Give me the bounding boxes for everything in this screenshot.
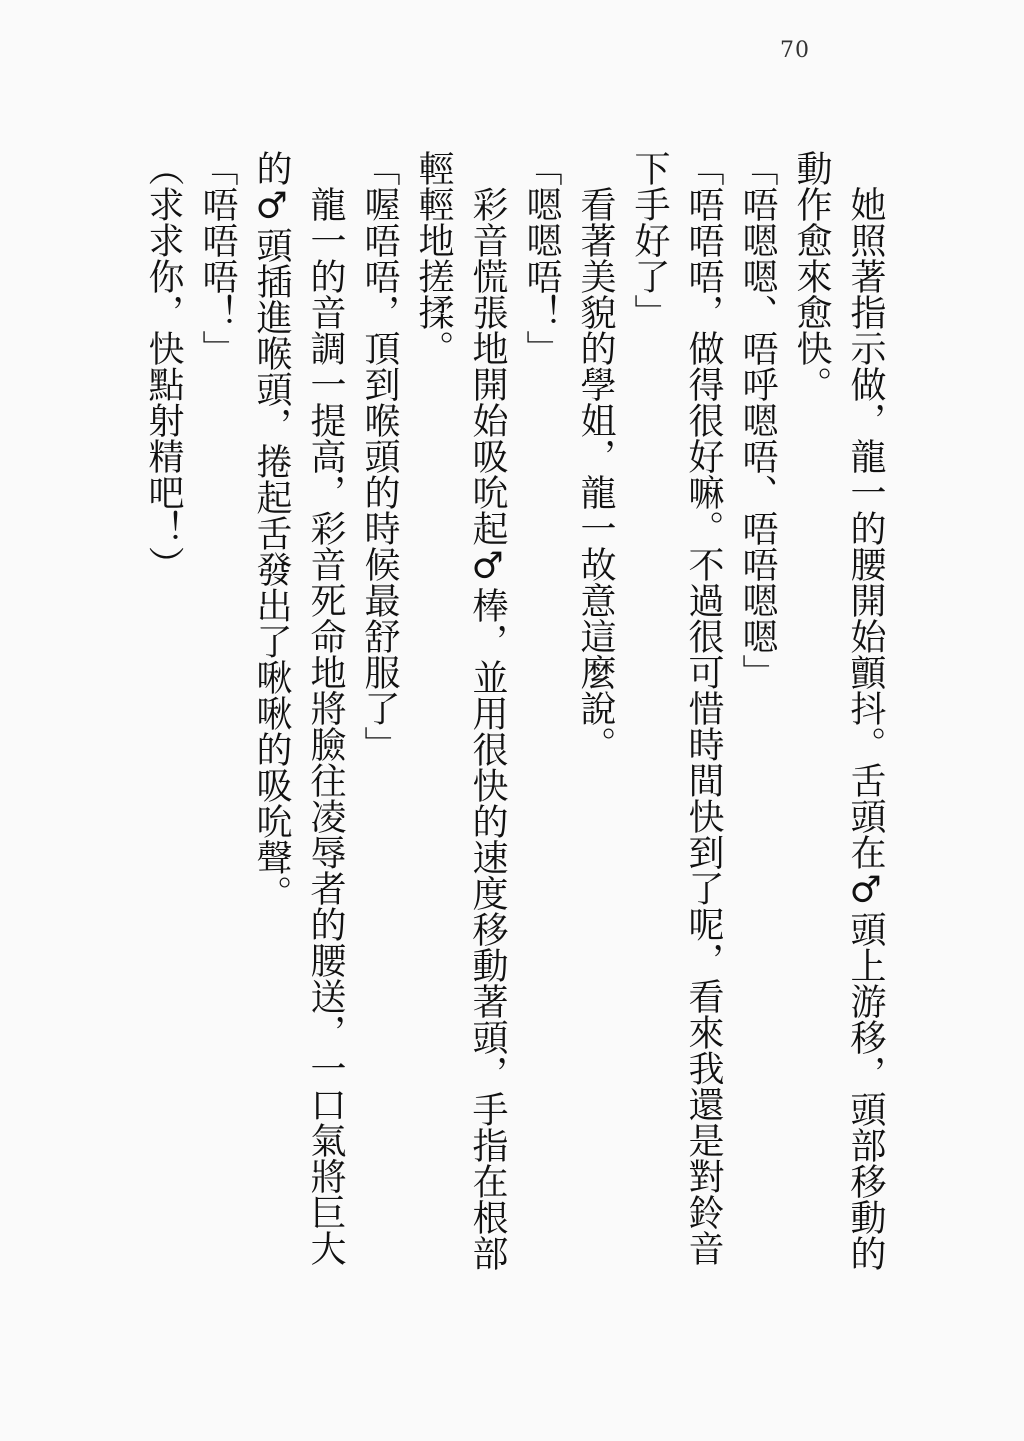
dialogue-line: 「唔唔唔！」 (197, 150, 238, 366)
paragraph: 看著美貌的學姐，龍一故意這麼說。 (575, 186, 616, 762)
vertical-text-block (136, 150, 892, 1280)
dialogue-line: 「唔唔唔，做得很好嘛。不過很可惜時間快到了呢，看來我還是對鈴音下手好了」 (629, 150, 724, 1266)
dialogue-line: 「嗯嗯唔！」 (521, 150, 562, 366)
paragraph: 龍一的音調一提高，彩音死命地將臉往凌辱者的腰送，一口氣將巨大的♂頭插進喉頭，捲起舌發出了啾啾的吸吮聲。 (251, 150, 346, 1266)
paragraph: 她照著指示做，龍一的腰開始顫抖。舌頭在♂頭上游移，頭部移動的動作愈來愈快。 (791, 150, 886, 1271)
dialogue-line: 「唔嗯嗯、唔呼嗯唔、唔唔嗯嗯」 (737, 150, 778, 690)
paragraph: 彩音慌張地開始吸吮起♂棒，並用很快的速度移動著頭，手指在根部輕輕地搓揉。 (413, 150, 508, 1271)
dialogue-line: 「喔唔唔，頂到喉頭的時候最舒服了」 (359, 150, 400, 762)
page-number: 70 (780, 38, 810, 63)
inner-thought-line: （求求你，快點射精吧！） (143, 150, 184, 582)
